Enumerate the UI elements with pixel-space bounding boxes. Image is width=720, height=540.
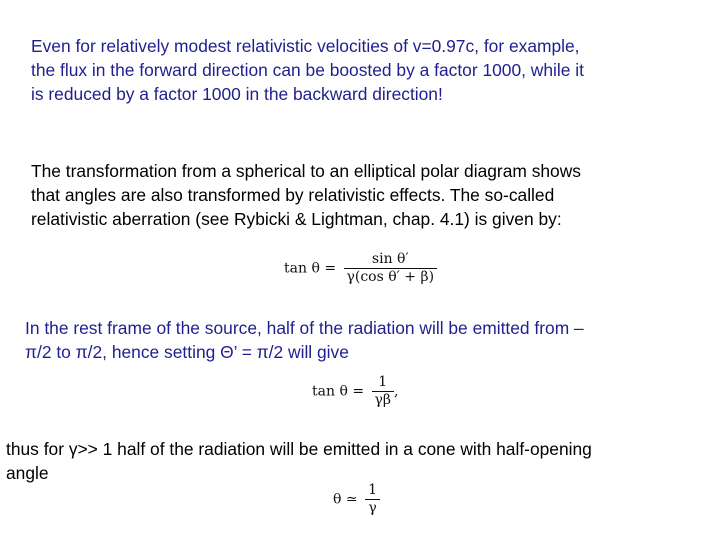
text-line: is reduced by a factor 1000 in the backward direction! — [31, 84, 443, 104]
equation-suffix: , — [393, 383, 399, 400]
equation-denominator: γ(cos θ′ + β) — [344, 268, 438, 286]
text-line: Even for relatively modest relativistic velocities of v=0.97c, for example, — [31, 36, 580, 56]
paragraph-rest-frame — [25, 316, 705, 364]
equation-fraction — [372, 374, 394, 409]
text-line: π/2 to π/2, hence setting Θ’ = π/2 will give — [25, 342, 349, 362]
text-line: In the rest frame of the source, half of the radiation will be emitted from – — [25, 318, 584, 338]
paragraph-cone — [6, 437, 706, 485]
equation-denominator: γβ — [372, 391, 394, 409]
equation-numerator: 1 — [368, 482, 377, 498]
text-line: angle — [6, 463, 49, 483]
equation-lhs: θ ≃ — [333, 491, 358, 508]
equation-denominator: γ — [365, 499, 379, 517]
text-line: that angles are also transformed by relativistic effects. The so-called — [31, 185, 555, 205]
text-line: relativistic aberration (see Rybicki & Lightman, chap. 4.1) is given by: — [31, 209, 562, 229]
text-line: thus for γ>> 1 half of the radiation will be emitted in a cone with half-opening — [6, 439, 592, 459]
text-line: the flux in the forward direction can be boosted by a factor 1000, while it — [31, 60, 584, 80]
paragraph-flux-boost — [31, 34, 701, 106]
equation-aberration — [284, 251, 437, 286]
text-line: The transformation from a spherical to an elliptical polar diagram shows — [31, 161, 581, 181]
equation-numerator: sin θ′ — [371, 251, 409, 267]
equation-numerator: 1 — [378, 374, 388, 390]
equation-fraction — [344, 251, 438, 286]
equation-fraction — [365, 482, 380, 517]
equation-half-opening-angle — [333, 482, 380, 517]
paragraph-aberration — [31, 159, 701, 231]
equation-lhs: tan θ = — [312, 383, 365, 400]
equation-lhs: tan θ = — [284, 260, 337, 277]
equation-tan-half — [312, 374, 398, 409]
